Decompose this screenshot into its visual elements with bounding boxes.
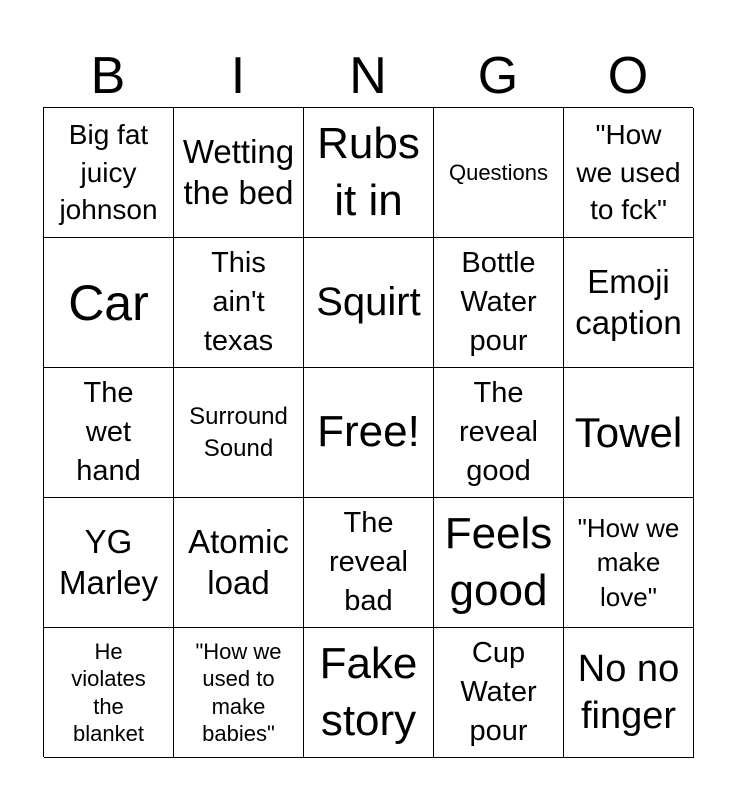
header-letter-b: B bbox=[90, 47, 126, 105]
bingo-cell-r2c1[interactable]: Car bbox=[44, 238, 174, 368]
bingo-cell-r5c3[interactable]: Fake story bbox=[304, 628, 434, 758]
bingo-cell-r3c4[interactable]: The reveal good bbox=[434, 368, 564, 498]
bingo-card-grid bbox=[43, 107, 693, 757]
header-letter-i: I bbox=[230, 47, 246, 105]
bingo-cell-r5c4[interactable]: Cup Water pour bbox=[434, 628, 564, 758]
header-letter-g: G bbox=[477, 47, 519, 105]
bingo-cell-r2c5[interactable]: Emoji caption bbox=[564, 238, 694, 368]
header-letter-n: N bbox=[349, 47, 387, 105]
bingo-cell-r3c1[interactable]: The wet hand bbox=[44, 368, 174, 498]
bingo-cell-r1c5[interactable]: "How we used to fck" bbox=[564, 108, 694, 238]
bingo-cell-r1c2[interactable]: Wetting the bed bbox=[174, 108, 304, 238]
bingo-cell-r4c4[interactable]: Feels good bbox=[434, 498, 564, 628]
bingo-cell-r3c5[interactable]: Towel bbox=[564, 368, 694, 498]
bingo-cell-r4c5[interactable]: "How we make love" bbox=[564, 498, 694, 628]
bingo-cell-r4c3[interactable]: The reveal bad bbox=[304, 498, 434, 628]
bingo-cell-r3c2[interactable]: Surround Sound bbox=[174, 368, 304, 498]
bingo-cell-r1c3[interactable]: Rubs it in bbox=[304, 108, 434, 238]
bingo-cell-r2c4[interactable]: Bottle Water pour bbox=[434, 238, 564, 368]
bingo-cell-r5c1[interactable]: He violates the blanket bbox=[44, 628, 174, 758]
bingo-cell-r1c1[interactable]: Big fat juicy johnson bbox=[44, 108, 174, 238]
bingo-cell-r5c5[interactable]: No no finger bbox=[564, 628, 694, 758]
bingo-cell-r4c2[interactable]: Atomic load bbox=[174, 498, 304, 628]
bingo-header bbox=[43, 45, 693, 107]
bingo-cell-r2c3[interactable]: Squirt bbox=[304, 238, 434, 368]
bingo-cell-r2c2[interactable]: This ain't texas bbox=[174, 238, 304, 368]
header-letter-o: O bbox=[607, 47, 649, 105]
bingo-cell-r4c1[interactable]: YG Marley bbox=[44, 498, 174, 628]
bingo-cell-r5c2[interactable]: "How we used to make babies" bbox=[174, 628, 304, 758]
bingo-cell-r1c4[interactable]: Questions bbox=[434, 108, 564, 238]
bingo-cell-r3c3-free[interactable]: Free! bbox=[304, 368, 434, 498]
